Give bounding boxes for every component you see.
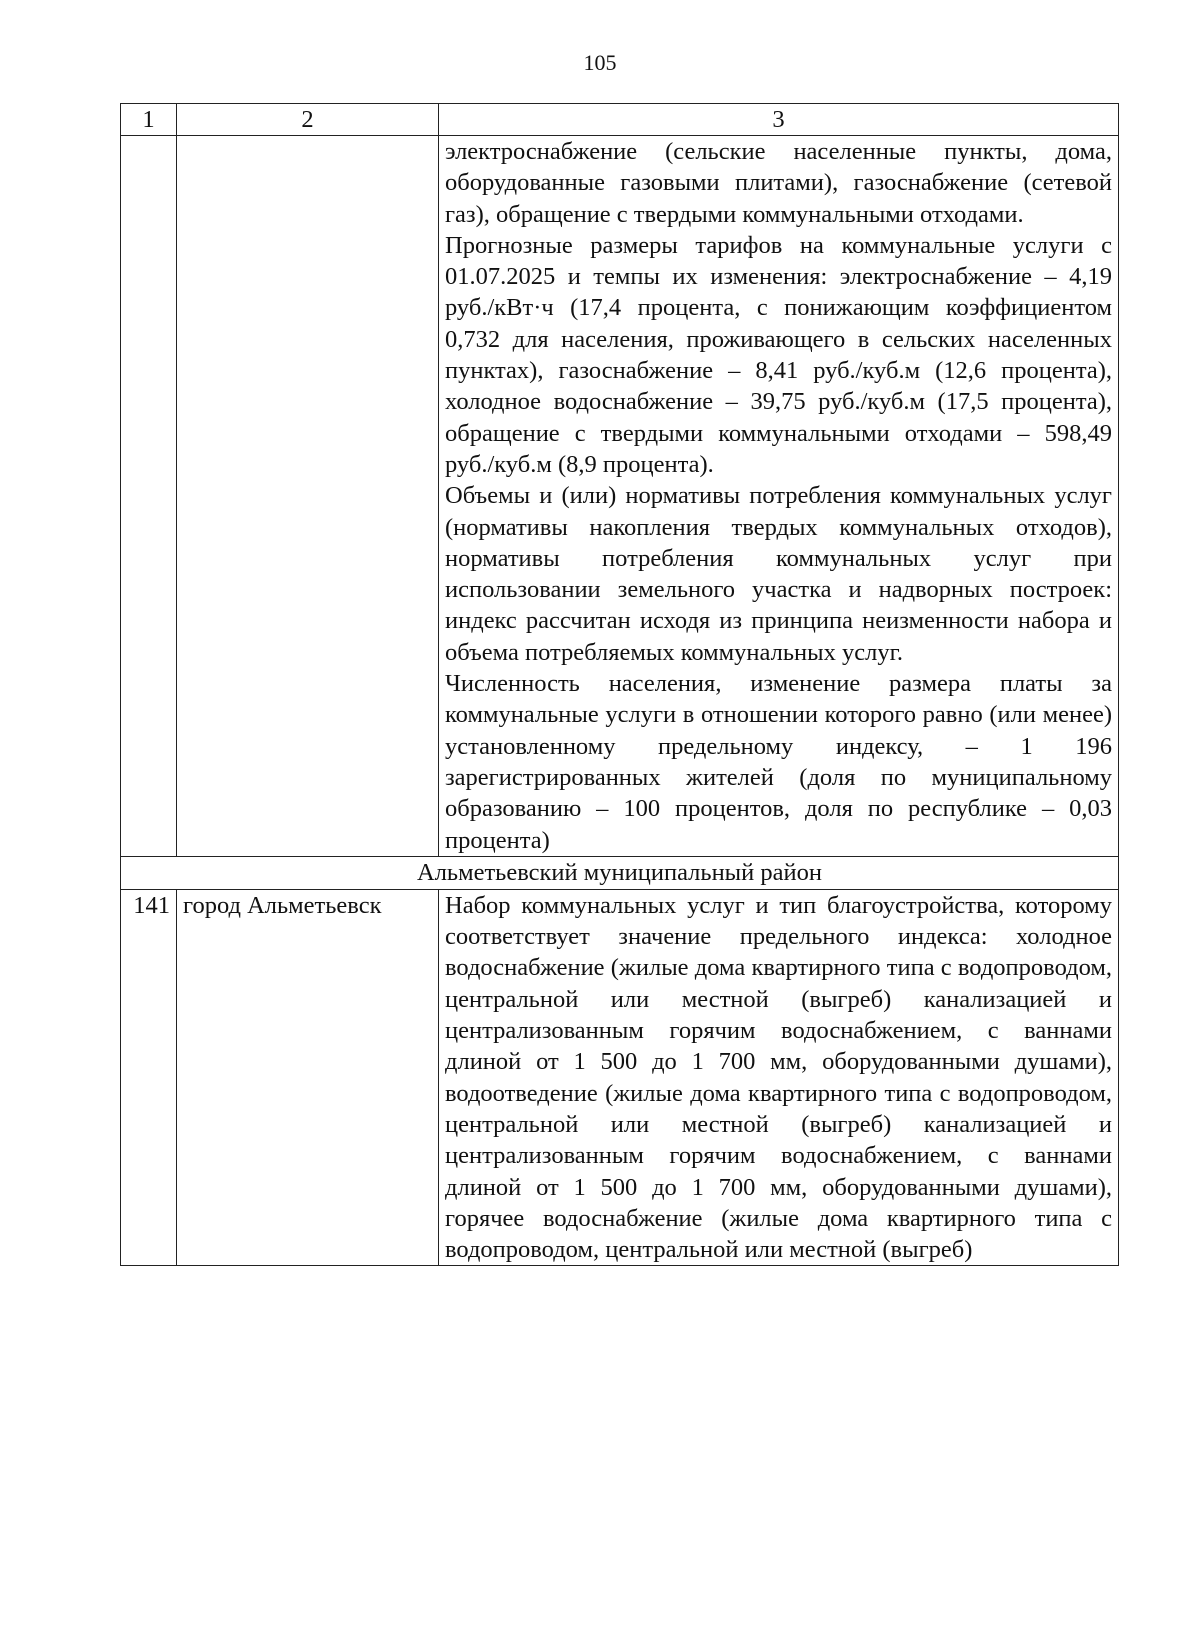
paragraph-consumption-norms: Объемы и (или) нормативы потребления коммунальных услуг (нормативы накопления твердых коммунальных отходов), нормативы потребления коммунальных услуг при использовании земельного участка и надворных построек: индекс рассчитан исходя из принципа неизменности набора и объема потребляемых коммунальных услуг.: [445, 482, 1112, 666]
paragraph-service-set-continued: электроснабжение (сельские населенные пункты, дома, оборудованные газовыми плитами), газоснабжение (сетевой газ), обращение с твердыми коммунальными отходами.: [445, 138, 1112, 228]
column-header-2: 2: [177, 104, 439, 136]
row-number-cell: 141: [121, 889, 177, 1266]
paragraph-service-set: Набор коммунальных услуг и тип благоустройства, которому соответствует значение предельного индекса: холодное водоснабжение (жилые дома квартирного типа с водопроводом, центральной или местной (выгреб) канализацией и централизованным горячим водоснабжением, с ваннами длиной от 1 500 до 1 700 мм, оборудованными душами), водоотведение (жилые дома квартирного типа с водопроводом, центральной или местной (выгреб) канализацией и централизованным горячим водоснабжением, с ваннами длиной от 1 500 до 1 700 мм, оборудованными душами), горячее водоснабжение (жилые дома квартирного типа с водопроводом, центральной или местной (выгреб): [445, 891, 1112, 1264]
district-row: [121, 856, 1119, 889]
page-number: 105: [583, 50, 617, 75]
district-name: Альметьевский муниципальный район: [121, 856, 1119, 889]
settlement-cell: [177, 136, 439, 857]
settlement-cell: город Альметьевск: [177, 889, 439, 1266]
table-header-row: [121, 104, 1119, 136]
paragraph-population: Численность населения, изменение размера платы за коммунальные услуги в отношении которого равно (или менее) установленному предельному индексу, – 1 196 зарегистрированных жителей (доля по муниципальному образованию – 100 процентов, доля по республике – 0,03 процента): [445, 670, 1112, 854]
row-number-cell: [121, 136, 177, 857]
column-header-1: 1: [121, 104, 177, 136]
tariff-table: [120, 103, 1119, 1266]
description-cell: [439, 889, 1119, 1266]
table-row-continued: [121, 136, 1119, 857]
table-row-141: [121, 889, 1119, 1266]
description-cell: [439, 136, 1119, 857]
paragraph-tariffs: Прогнозные размеры тарифов на коммунальные услуги с 01.07.2025 и темпы их изменения: электроснабжение – 4,19 руб./кВт·ч (17,4 процента, с понижающим коэффициентом 0,732 для населения, проживающего в сельских населенных пунктах), газоснабжение – 8,41 руб./куб.м (12,6 процента), холодное водоснабжение – 39,75 руб./куб.м (17,5 процента), обращение с твердыми коммунальными отходами – 598,49 руб./куб.м (8,9 процента).: [445, 231, 1112, 478]
column-header-3: 3: [439, 104, 1119, 136]
